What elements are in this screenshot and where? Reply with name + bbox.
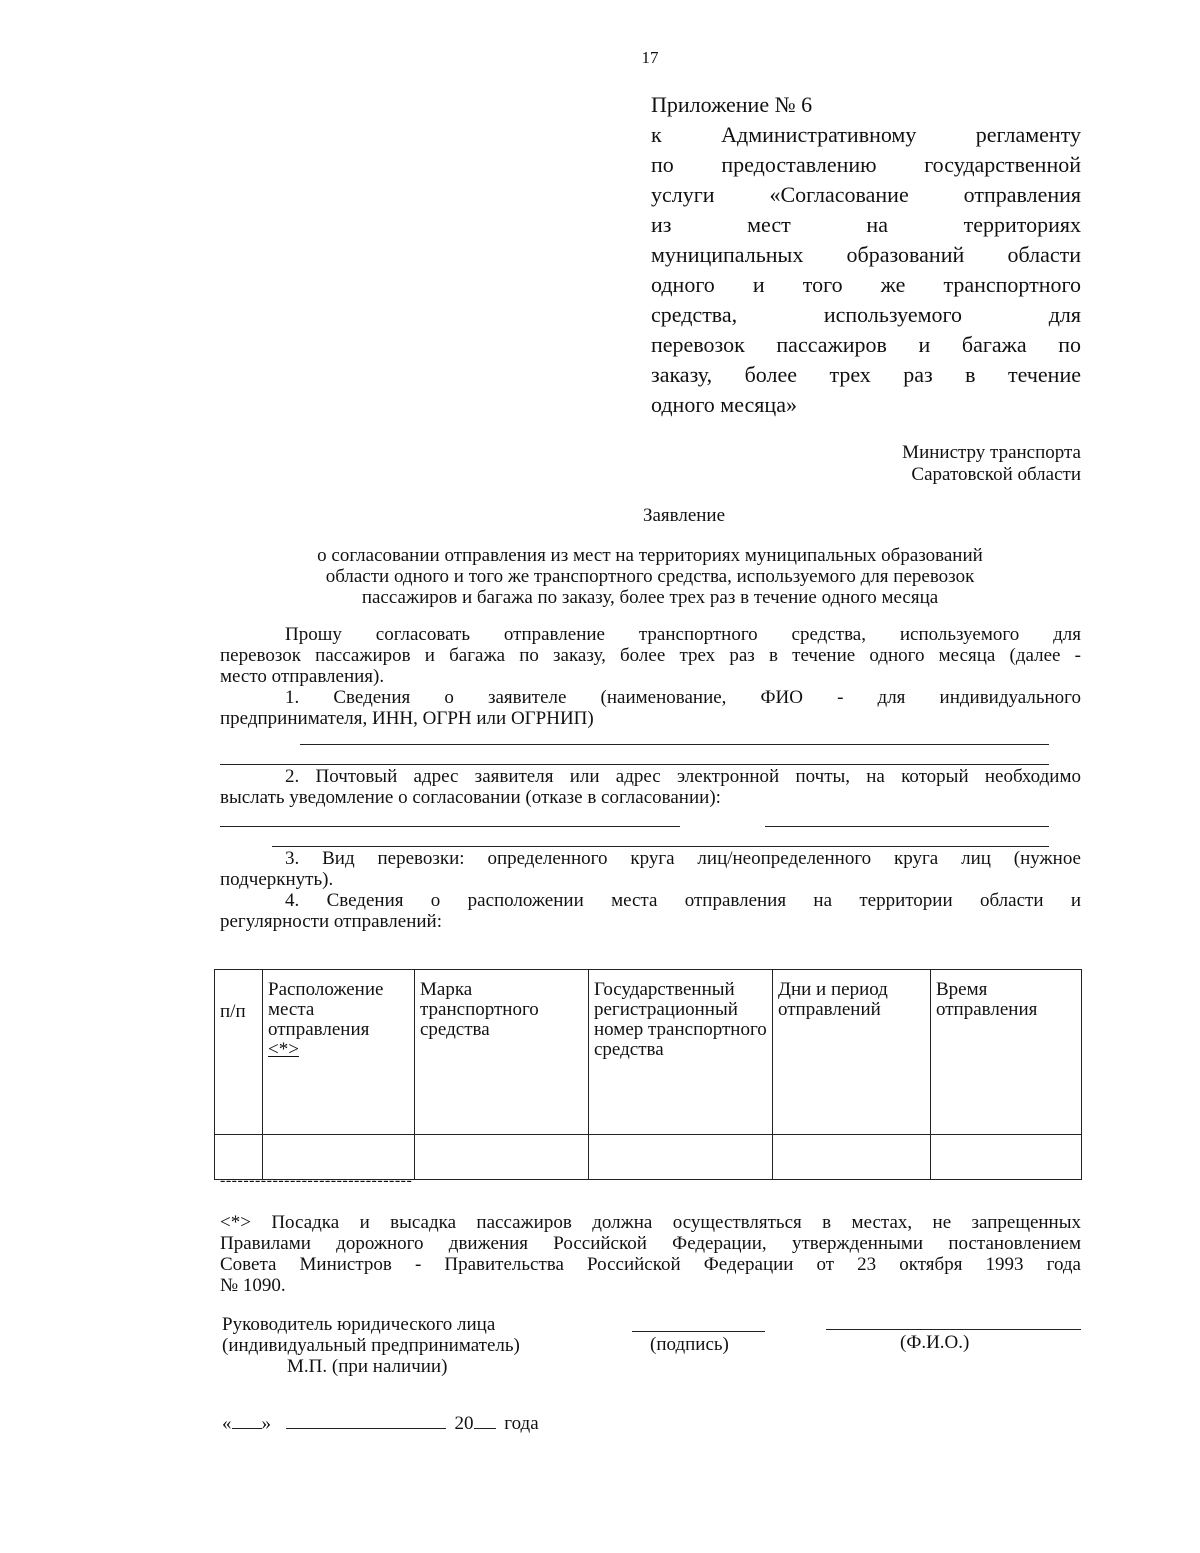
date-open-quote: « — [222, 1413, 232, 1434]
appendix-line: по предоставлению государственной — [651, 152, 1081, 177]
month-field[interactable] — [286, 1428, 446, 1429]
col-header-days-period: Дни и период отправлений — [773, 970, 931, 1135]
footnote-line: <*> Посадка и высадка пассажиров должна осуществляться в местах, не запрещенных — [220, 1212, 1081, 1233]
date-line — [222, 1413, 539, 1435]
item4-line: регулярности отправлений: — [220, 911, 442, 932]
year-suffix: года — [504, 1413, 539, 1434]
address-field-2[interactable] — [765, 826, 1049, 827]
signature-caption: (подпись) — [650, 1334, 729, 1355]
item3-line: 3. Вид перевозки: определенного круга лиц/неопределенного круга лиц (нужное — [285, 848, 1081, 869]
subtitle-line: области одного и того же транспортного средства, используемого для перевозок — [325, 566, 975, 587]
col-header-location-text: Расположение места отправления — [268, 979, 384, 1040]
appendix-line: Приложение № 6 — [651, 92, 813, 117]
request-line: место отправления). — [220, 666, 385, 687]
item1-line: предпринимателя, ИНН, ОГРН или ОГРНИП) — [220, 708, 594, 729]
subtitle-line: пассажиров и багажа по заказу, более трех раз в течение одного месяца — [361, 587, 939, 608]
col-header-location — [263, 970, 415, 1135]
address-field-3[interactable] — [272, 846, 1049, 847]
applicant-info-field[interactable] — [300, 744, 1049, 745]
col-header-registration-number: Государственный регистрационный номер транспортного средства — [589, 970, 773, 1135]
item4-line: 4. Сведения о расположении места отправления на территории области и — [285, 890, 1081, 911]
table-cell[interactable] — [773, 1135, 931, 1180]
footnote-ref[interactable]: <*> — [268, 1039, 299, 1060]
col-header-vehicle-brand: Марка транспортного средства — [415, 970, 589, 1135]
subtitle-line: о согласовании отправления из мест на территориях муниципальных образований — [317, 545, 983, 566]
item2-line: 2. Почтовый адрес заявителя или адрес электронной почты, на который необходимо — [285, 766, 1081, 787]
request-line: Прошу согласовать отправление транспортного средства, используемого для — [285, 624, 1081, 645]
appendix-line: муниципальных образований области — [651, 242, 1081, 267]
appendix-line: перевозок пассажиров и багажа по — [651, 332, 1081, 357]
item3-paragraph — [220, 848, 1081, 932]
footnote — [220, 1212, 1081, 1296]
signatory-role-line: Руководитель юридического лица — [222, 1314, 496, 1335]
day-field[interactable] — [232, 1428, 262, 1429]
name-caption: (Ф.И.О.) — [900, 1332, 970, 1353]
signatory-role — [222, 1314, 520, 1377]
footnote-line: Правилами дорожного движения Российской Федерации, утвержденными постановлением — [220, 1233, 1081, 1254]
table-cell[interactable] — [415, 1135, 589, 1180]
page-number: 17 — [641, 48, 659, 67]
item1-line: 1. Сведения о заявителе (наименование, ФИО - для индивидуального — [285, 687, 1081, 708]
stamp-note: М.П. (при наличии) — [287, 1356, 448, 1377]
col-header-number: п/п — [215, 970, 263, 1135]
signature-field[interactable] — [632, 1331, 765, 1332]
year-field[interactable] — [474, 1428, 496, 1429]
appendix-line: из мест на территориях — [651, 212, 1081, 237]
footnote-separator: --------------------------------- — [220, 1172, 413, 1189]
table-header-row — [215, 970, 1082, 1135]
date-close-quote: » — [261, 1413, 271, 1434]
applicant-info-field-2[interactable] — [220, 764, 1049, 765]
item3-line: подчеркнуть). — [220, 869, 334, 890]
footnote-line: Совета Министров - Правительства Российской Федерации от 23 октября 1993 года — [220, 1254, 1081, 1275]
appendix-line: заказу, более трех раз в течение — [651, 362, 1081, 387]
item2-paragraph — [220, 766, 1081, 808]
addressee — [902, 442, 1081, 486]
appendix-line: к Административному регламенту — [651, 122, 1081, 147]
addressee-line: Саратовской области — [911, 464, 1081, 485]
address-field[interactable] — [220, 826, 680, 827]
signatory-role-line: (индивидуальный предприниматель) — [222, 1335, 520, 1356]
footnote-line: № 1090. — [220, 1275, 286, 1296]
table-cell[interactable] — [931, 1135, 1082, 1180]
departures-table — [214, 969, 1082, 1180]
table-cell[interactable] — [589, 1135, 773, 1180]
appendix-header — [651, 90, 1081, 420]
document-title: Заявление — [642, 505, 726, 526]
request-paragraph — [220, 624, 1081, 729]
col-header-time: Время отправления — [931, 970, 1082, 1135]
appendix-line: услуги «Согласование отправления — [651, 182, 1081, 207]
appendix-line: одного и того же транспортного — [651, 272, 1081, 297]
year-prefix: 20 — [454, 1413, 474, 1434]
appendix-line: средства, используемого для — [651, 302, 1081, 327]
document-subtitle — [220, 545, 1080, 608]
name-field[interactable] — [826, 1329, 1081, 1330]
addressee-line: Министру транспорта — [902, 442, 1081, 463]
appendix-line: одного месяца» — [651, 392, 797, 417]
item2-line: выслать уведомление о согласовании (отказе в согласовании): — [220, 787, 721, 808]
request-line: перевозок пассажиров и багажа по заказу, более трех раз в течение одного месяца (далее - — [220, 645, 1081, 666]
